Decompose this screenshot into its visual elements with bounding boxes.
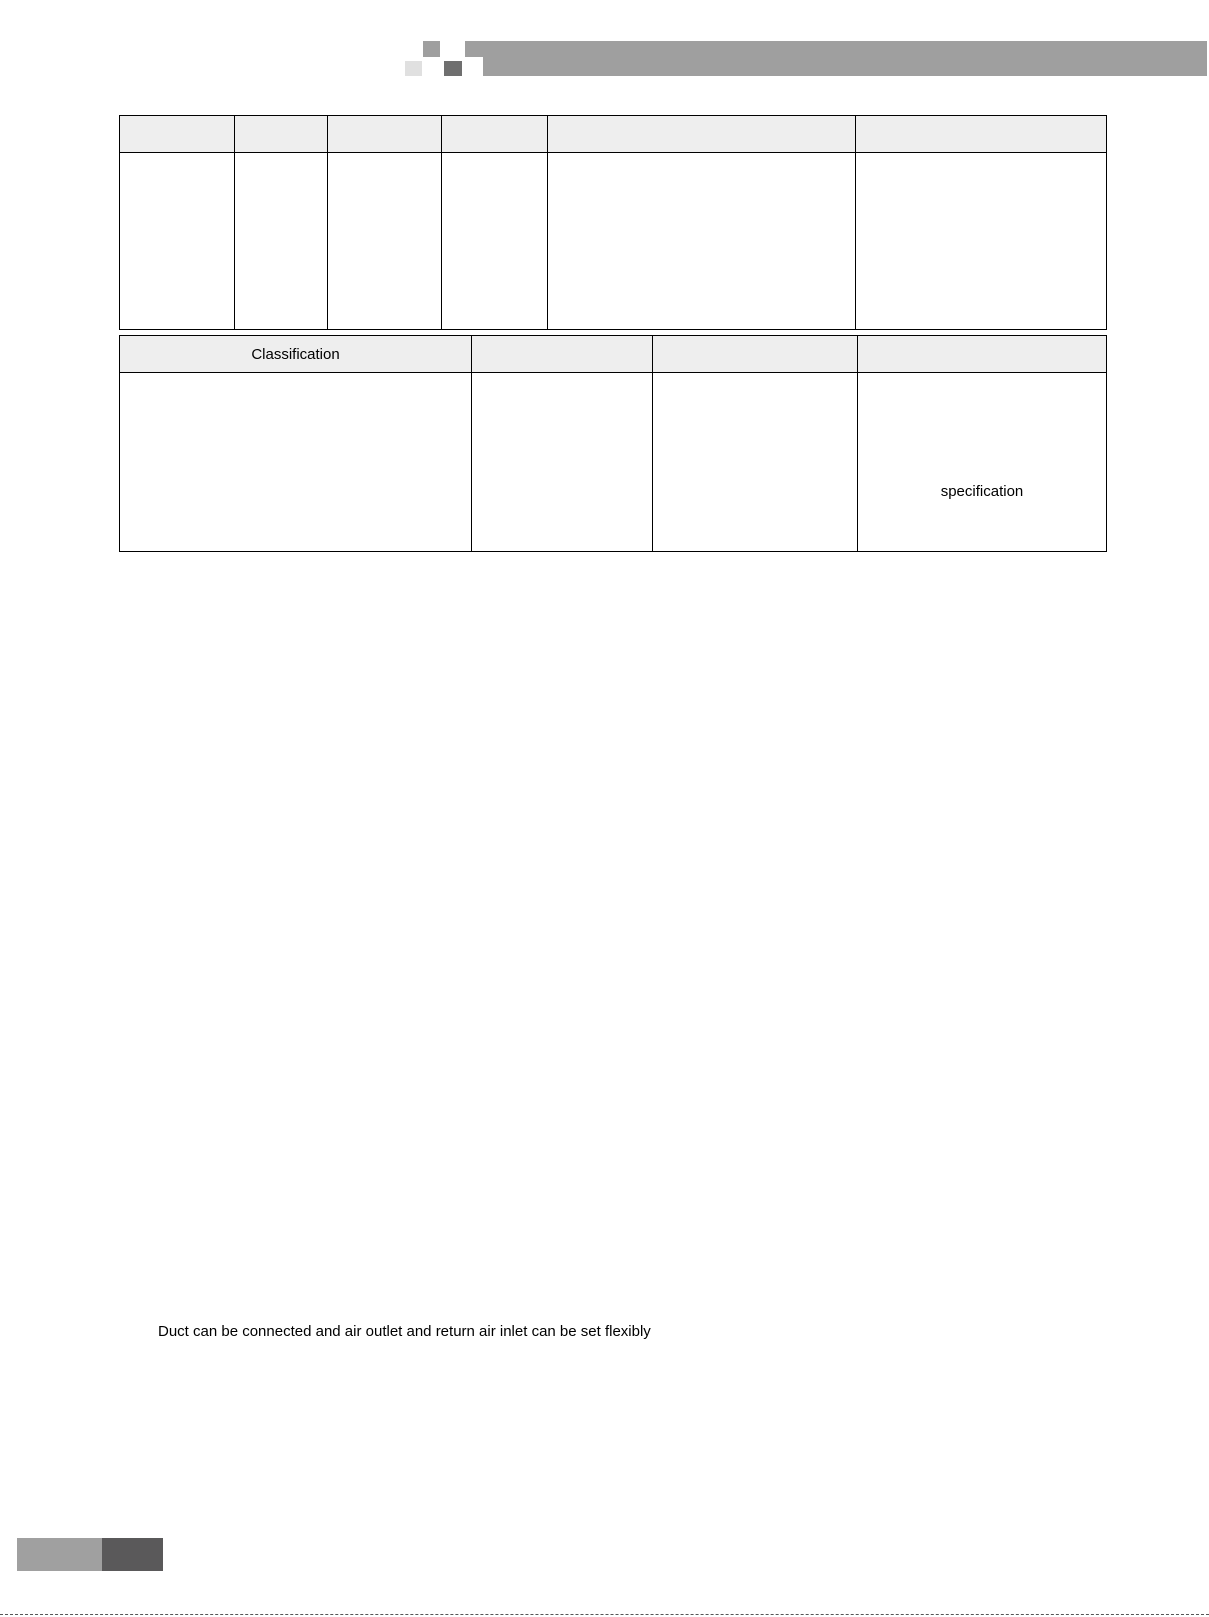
specification-text: specification [940,483,1024,500]
table-row [120,153,1107,330]
table-header-row [120,336,1107,373]
table-cell [653,373,858,552]
spec-table-2 [119,335,1107,552]
table-cell [856,153,1107,330]
specification-cell [858,373,1107,552]
table-cell [548,153,856,330]
table-header-row [120,116,1107,153]
table-header-cell [856,116,1107,153]
table-header-cell [442,116,548,153]
table-header-cell [235,116,328,153]
classification-header: Classification [120,336,472,373]
spec-table-1 [119,115,1107,330]
footer-block-dark [102,1538,163,1571]
header-square-4 [444,61,462,76]
table-header-cell [858,336,1107,373]
table-cell [472,373,653,552]
table-row [120,373,1107,552]
bottom-dashed-rule [0,1614,1209,1615]
table-header-cell [653,336,858,373]
table-cell [328,153,442,330]
table-header-cell [548,116,856,153]
footer-block-light [17,1538,102,1571]
body-note: Duct can be connected and air outlet and return air inlet can be set flexibly [158,1323,651,1340]
header-square-3 [405,61,422,76]
table-cell [120,373,472,552]
table-cell [120,153,235,330]
table-header-cell [472,336,653,373]
table-header-cell [120,116,235,153]
table-cell [235,153,328,330]
table-header-cell [328,116,442,153]
header-square-2 [465,41,483,57]
table-cell [442,153,548,330]
header-square-1 [423,41,440,57]
header-bar [483,41,1207,76]
